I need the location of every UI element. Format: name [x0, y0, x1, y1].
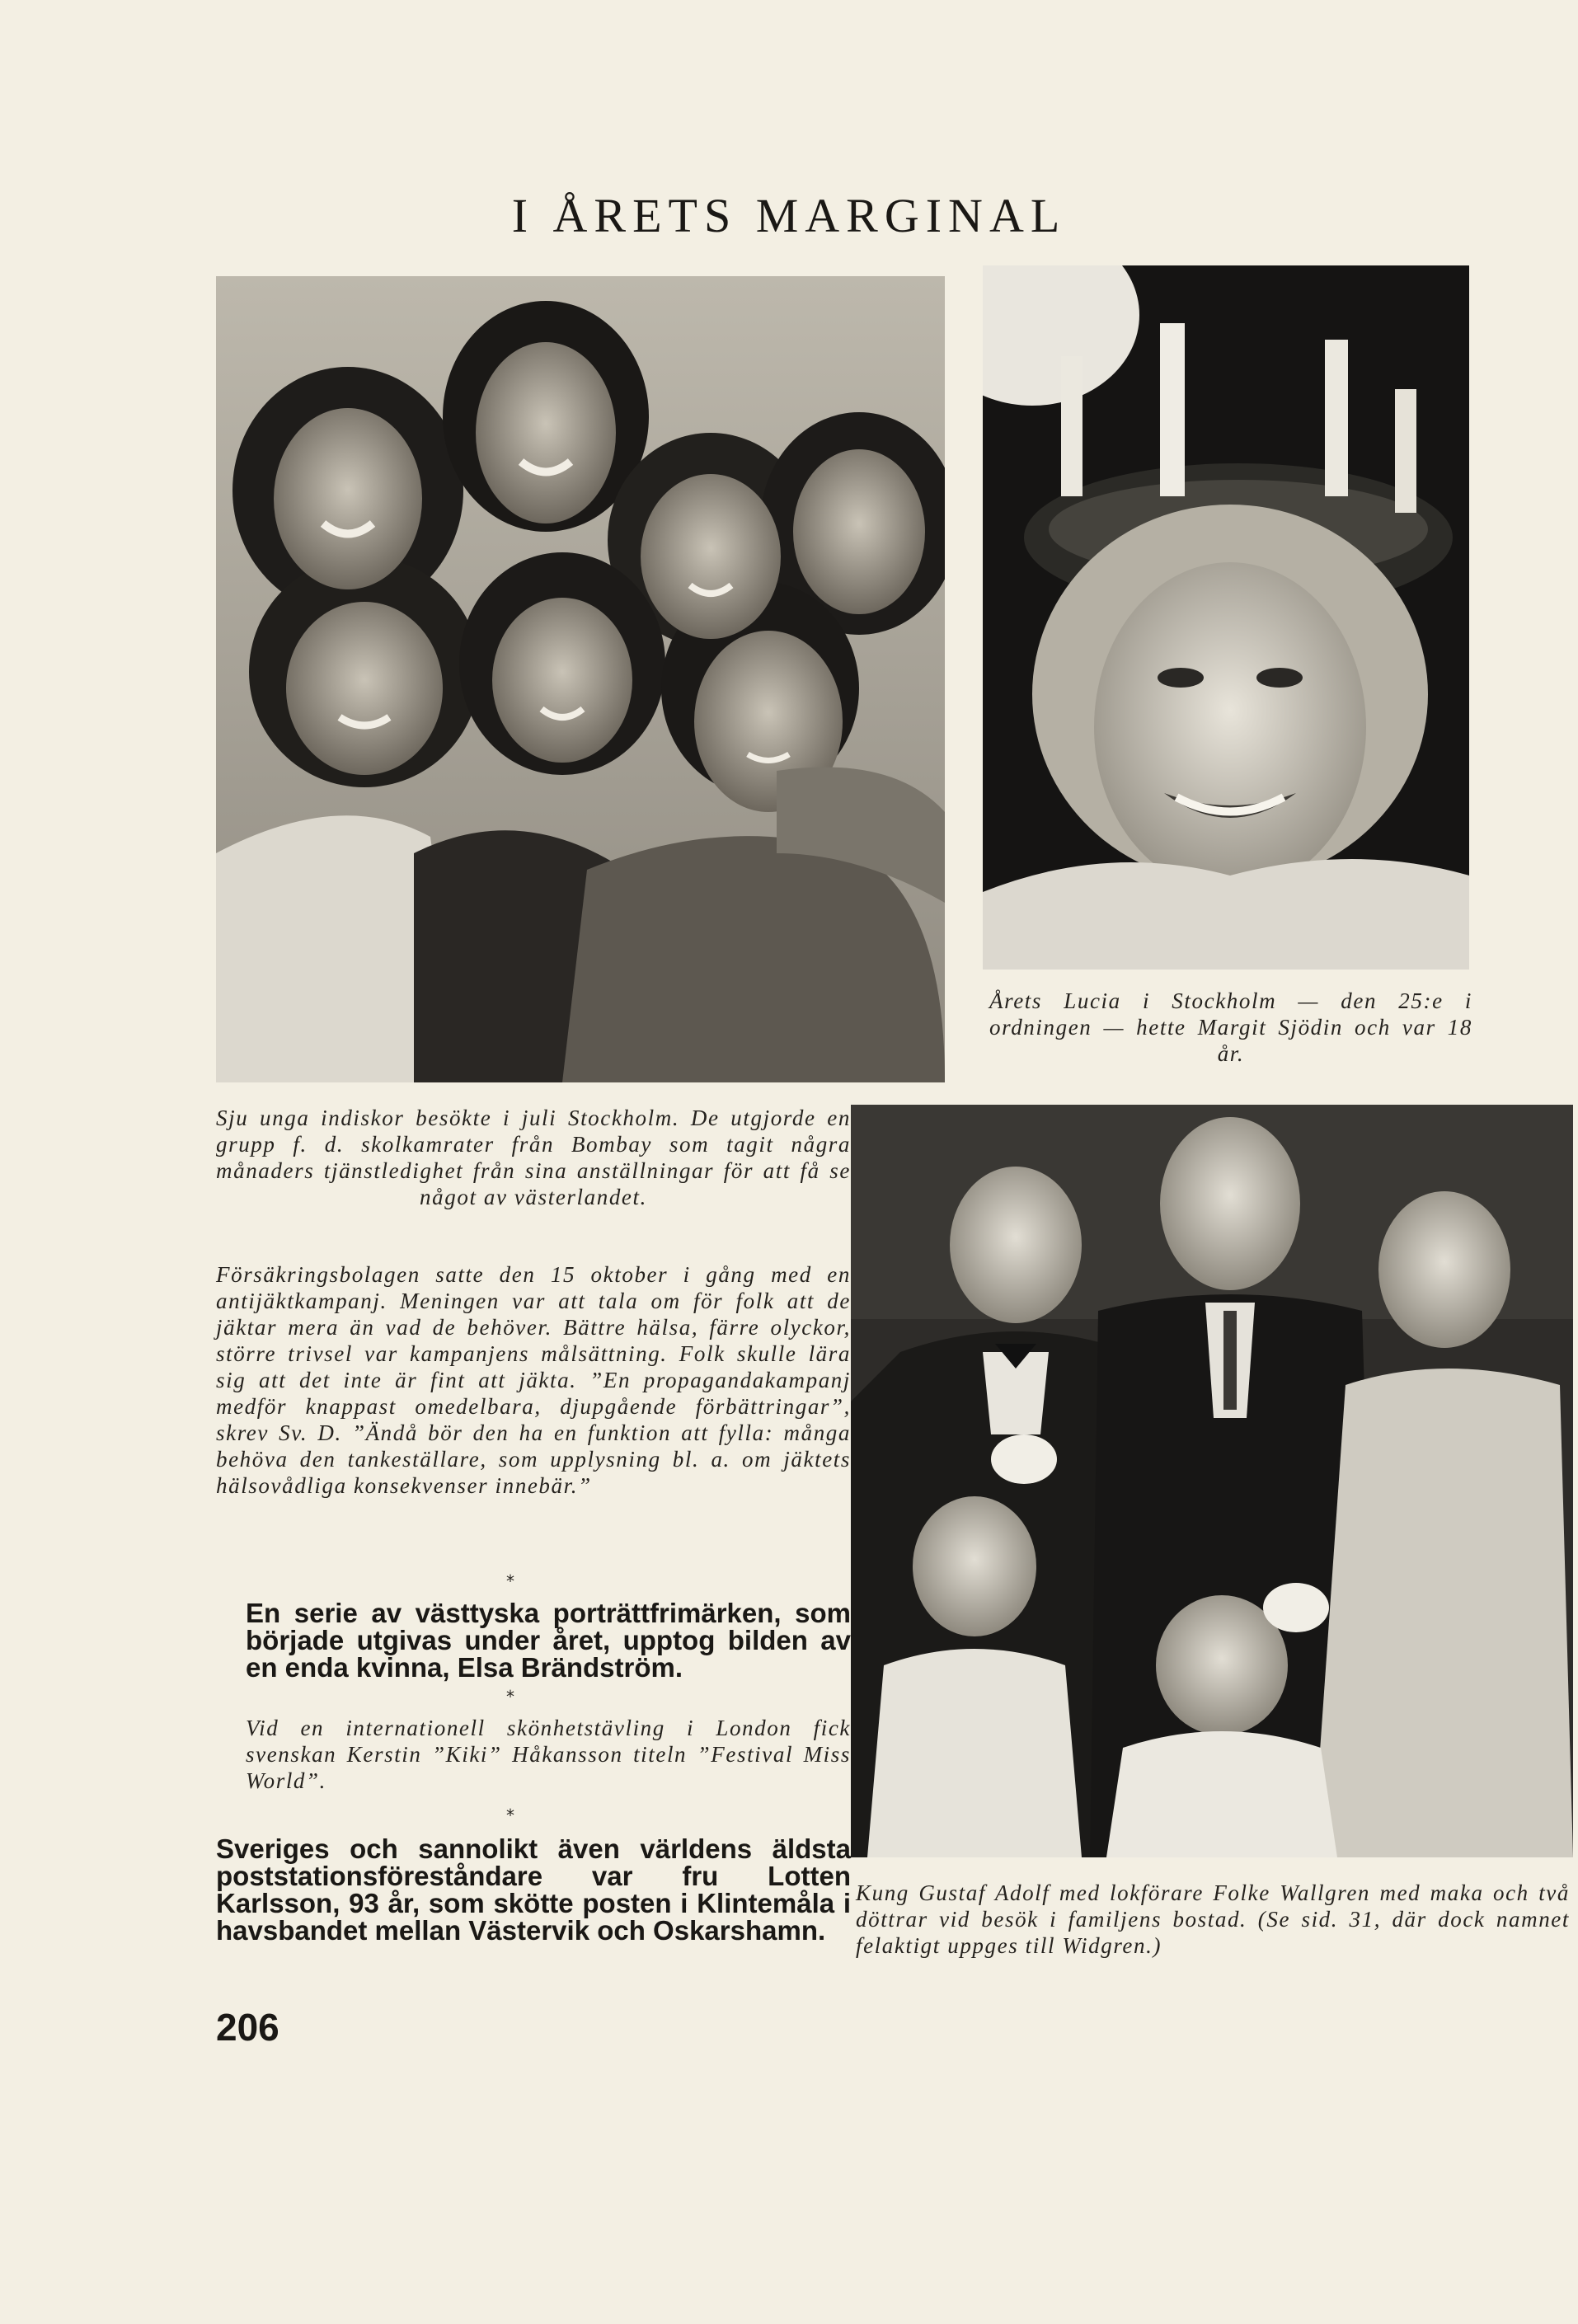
photo-indian-girls — [216, 276, 945, 1082]
note-insurance: Försäkringsbolagen satte den 15 oktober i gång med en antijäktkampanj. Meningen var att tala om för folk att de jäktar mera än vad de behöver. Bättre hälsa, färre olyckor, större trivsel var kampanjens målsättning. Folk skulle lära sig att det inte är fint att jäkta. ”En propagandakampanj medför knappast omedelbara, djupgående förbättringar”, skrev Sv. D. ”Ändå bör den ha en funktion att fylla: många behöva den tankeställare, som upplysning bl. a. om jäktets hälsovådliga konsekvenser innebär.” — [216, 1262, 851, 1498]
photo-lucia — [983, 265, 1469, 970]
note-miss-world: Vid en internationell skönhetstävling i London fick svenskan Kerstin ”Kiki” Håkansson titeln ”Festival Miss World”. — [246, 1716, 851, 1793]
caption-lucia: Årets Lucia i Stockholm — den 25:e i ordningen — hette Margit Sjödin och var 18 år. — [989, 988, 1472, 1066]
caption-king-family: Kung Gustaf Adolf med lokförare Folke Wallgren med maka och två döttrar vid besök i familjens bostad. (Se sid. 31, där dock namnet felaktigt uppges till Widgren.) — [856, 1880, 1570, 1958]
separator-star-1: * — [506, 1571, 514, 1591]
note-post: Sveriges och sannolikt även världens äldsta poststationsföreståndare var fru Lotten Karlsson, 93 år, som skötte posten i Klintemåla i havsbandet mellan Västervik och Oskarshamn. — [216, 1833, 851, 1946]
photo-indian-girls-image — [216, 276, 945, 1082]
page-number: 206 — [216, 2006, 279, 2049]
separator-star-3: * — [506, 1805, 514, 1825]
note-stamps: En serie av västtyska porträttfrimärken, som började utgivas under året, upptog bilden av en enda kvinna, Elsa Brändström. — [246, 1598, 851, 1683]
separator-star-2: * — [506, 1687, 514, 1707]
photo-king-family-image — [851, 1105, 1573, 1857]
caption-indian-girls: Sju unga indiskor besökte i juli Stockholm. De utgjorde en grupp f. d. skolkamrater från Bombay som tagit några månaders tjänstledighet från sina anställningar för att få se något av västerlandet. — [216, 1106, 851, 1209]
page-header: I ÅRETS MARGINAL — [511, 189, 1067, 242]
photo-king-family — [851, 1105, 1573, 1857]
photo-lucia-image — [983, 265, 1469, 970]
